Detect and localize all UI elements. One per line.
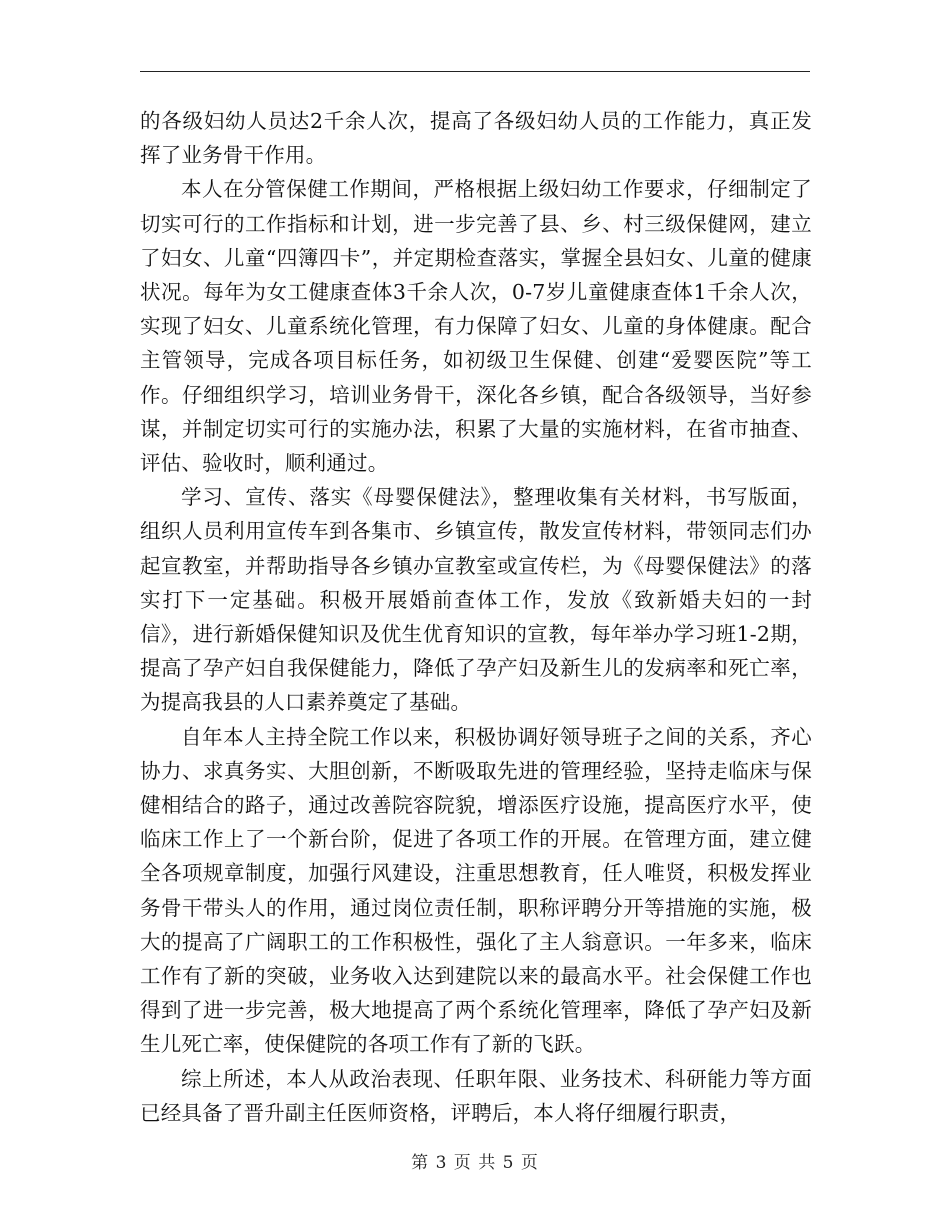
header-rule: [140, 71, 810, 72]
document-body: [140, 104, 812, 1130]
paragraph-continuation: 的各级妇幼人员达2千余人次，提高了各级妇幼人员的工作能力，真正发挥了业务骨干作用。: [140, 109, 812, 168]
paragraph-health-care-work: 本人在分管保健工作期间，严格根据上级妇幼工作要求，仔细制定了切实可行的工作指标和计划，进一步完善了县、乡、村三级保健网，建立了妇女、儿童“四簿四卡”，并定期检查落实，掌握全县妇女、儿童的健康状况。每年为女工健康查体3千余人次，0-7岁儿童健康查体1千余人次，实现了妇女、儿童系统化管理，有力保障了妇女、儿童的身体健康。配合主管领导，完成各项目标任务，如初级卫生保健、创建“爱婴医院”等工作。仔细组织学习，培训业务骨干，深化各乡镇，配合各级领导，当好参谋，并制定切实可行的实施办法，积累了大量的实施材料，在省市抽查、评估、验收时，顺利通过。: [140, 177, 812, 476]
page-number-footer: 第 3 页 共 5 页: [411, 1153, 539, 1173]
paragraph-summary: 综上所述，本人从政治表现、任职年限、业务技术、科研能力等方面已经具备了晋升副主任医师资格，评聘后，本人将仔细履行职责，: [140, 1066, 812, 1125]
paragraph-hospital-management: 自年本人主持全院工作以来，积极协调好领导班子之间的关系，齐心协力、求真务实、大胆创新，不断吸取先进的管理经验，坚持走临床与保健相结合的路子，通过改善院容院貌，增添医疗设施，提高医疗水平，使临床工作上了一个新台阶，促进了各项工作的开展。在管理方面，建立健全各项规章制度，加强行风建设，注重思想教育，任人唯贤，积极发挥业务骨干带头人的作用，通过岗位责任制，职称评聘分开等措施的实施，极大的提高了广阔职工的工作积极性，强化了主人翁意识。一年多来，临床工作有了新的突破，业务收入达到建院以来的最高水平。社会保健工作也得到了进一步完善，极大地提高了两个系统化管理率，降低了孕产妇及新生儿死亡率，使保健院的各项工作有了新的飞跃。: [140, 724, 812, 1057]
paragraph-maternal-law: 学习、宣传、落实《母婴保健法》，整理收集有关材料，书写版面，组织人员利用宣传车到各集市、乡镇宣传，散发宣传材料，带领同志们办起宣教室，并帮助指导各乡镇办宣教室或宣传栏，为《母婴保健法》的落实打下一定基础。积极开展婚前查体工作，发放《致新婚夫妇的一封信》，进行新婚保健知识及优生优育知识的宣教，每年举办学习班1-2期，提高了孕产妇自我保健能力，降低了孕产妇及新生儿的发病率和死亡率，为提高我县的人口素养奠定了基础。: [140, 485, 812, 715]
